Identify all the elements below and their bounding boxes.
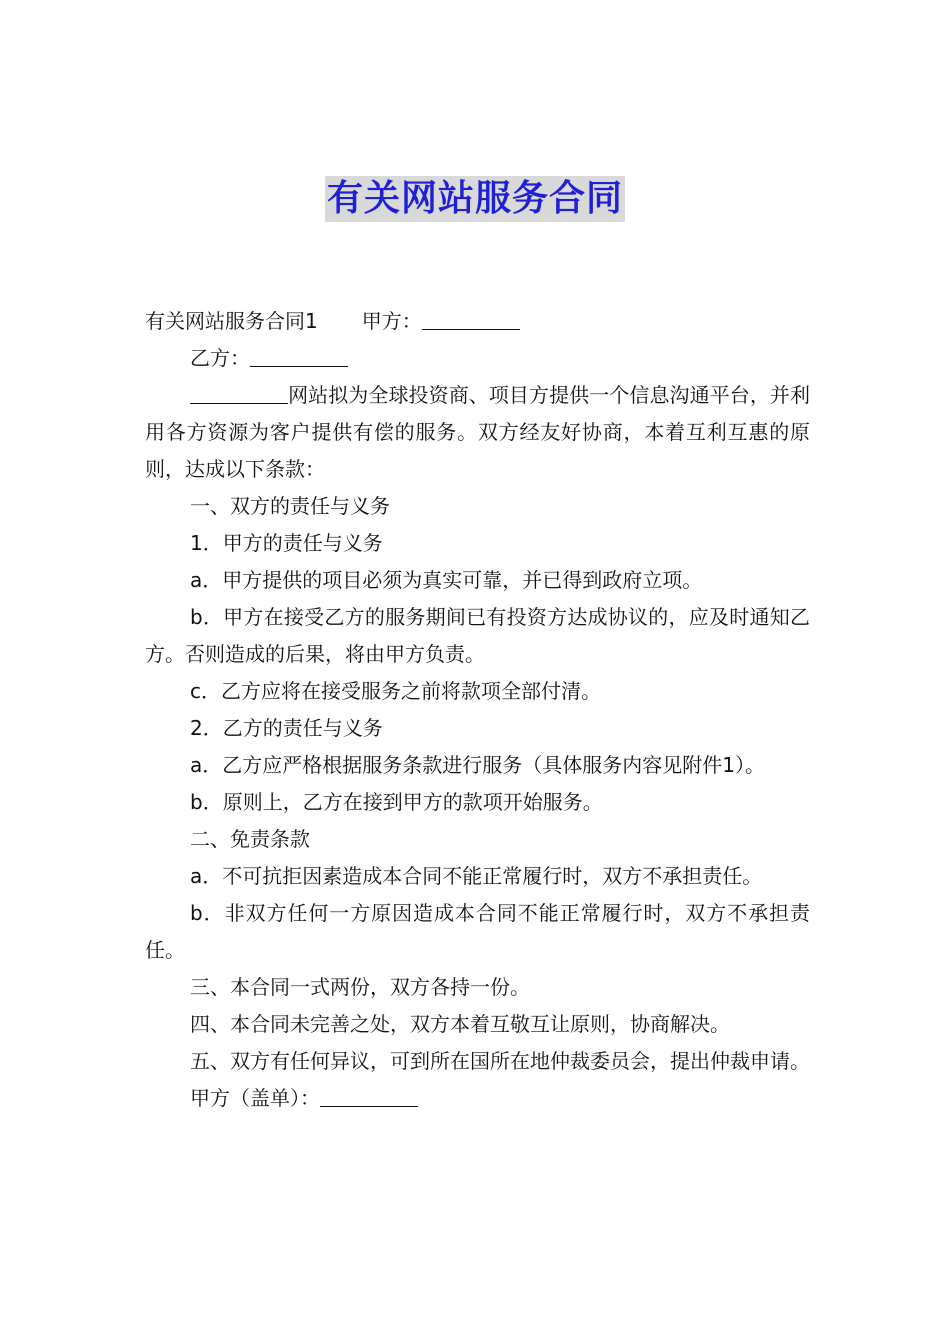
party-b-label: 乙方： — [190, 346, 250, 370]
section-1-heading: 一、双方的责任与义务 — [190, 494, 390, 518]
clause-2-a: a．不可抗拒因素造成本合同不能正常履行时，双方不承担责任。 — [190, 864, 763, 888]
party-b-line — [145, 340, 810, 377]
clause-1-2-b: b．原则上，乙方在接到甲方的款项开始服务。 — [190, 790, 603, 814]
party-a-blank — [422, 307, 520, 330]
intro-text: 网站拟为全球投资商、项目方提供一个信息沟通平台，并利用各方资源为客户提供有偿的服务。双方经友好协商，本着互利互惠的原则，达成以下条款： — [145, 383, 810, 481]
heading-line — [145, 303, 810, 340]
signature-party-a — [145, 1080, 810, 1117]
contract-label: 有关网站服务合同1 — [145, 309, 318, 333]
signature-party-a-label: 甲方（盖单）： — [190, 1086, 320, 1110]
party-b-blank — [250, 344, 348, 367]
section-1-1-heading: 1．甲方的责任与义务 — [190, 531, 383, 555]
clause-2-b: b．非双方任何一方原因造成本合同不能正常履行时，双方不承担责任。 — [145, 901, 810, 962]
clause-1-1-b: b．甲方在接受乙方的服务期间已有投资方达成协议的，应及时通知乙方。否则造成的后果，将由甲方负责。 — [145, 605, 810, 666]
website-name-blank — [190, 381, 288, 404]
section-2-heading: 二、免责条款 — [190, 827, 310, 851]
section-4: 四、本合同未完善之处，双方本着互敬互让原则，协商解决。 — [190, 1012, 730, 1036]
clause-1-1-a: a．甲方提供的项目必须为真实可靠，并已得到政府立项。 — [190, 568, 703, 592]
signature-party-a-blank — [320, 1084, 418, 1107]
section-1-2-heading: 2．乙方的责任与义务 — [190, 716, 383, 740]
title-container — [0, 176, 950, 222]
document-title: 有关网站服务合同 — [325, 176, 625, 222]
clause-1-1-c: c．乙方应将在接受服务之前将款项全部付清。 — [190, 679, 601, 703]
clause-1-2-a: a．乙方应严格根据服务条款进行服务（具体服务内容见附件1）。 — [190, 753, 765, 777]
section-3: 三、本合同一式两份，双方各持一份。 — [190, 975, 530, 999]
section-5: 五、双方有任何异议，可到所在国所在地仲裁委员会，提出仲裁申请。 — [190, 1049, 810, 1073]
intro-paragraph — [145, 377, 810, 488]
party-a-label: 甲方： — [361, 309, 422, 333]
contract-body — [145, 303, 810, 1117]
